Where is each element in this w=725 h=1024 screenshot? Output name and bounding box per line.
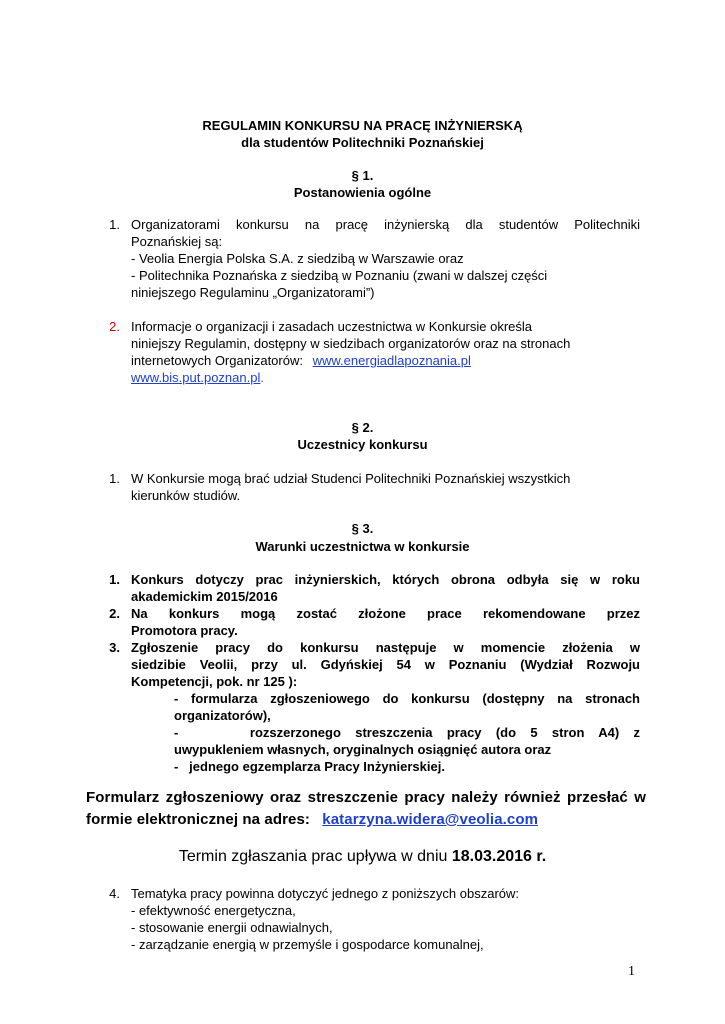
item-line: internetowych Organizatorów: [131, 353, 303, 368]
item-line: - Veolia Energia Polska S.A. z siedzibą w Warszawie oraz [131, 251, 464, 266]
page-number: 1 [628, 964, 635, 979]
item-line: niniejszego Regulaminu „Organizatorami”) [131, 285, 375, 300]
item-line: - efektywność energetyczna, [131, 903, 296, 918]
requirement-line: organizatorów), [174, 708, 271, 723]
item-number: 2. [109, 606, 120, 621]
item-line: - zarządzanie energią w przemyśle i gospodarce komunalnej, [131, 937, 484, 952]
item-line: Promotora pracy. [131, 623, 238, 638]
item-line: Informacje o organizacji i zasadach uczestnictwa w Konkursie określa [131, 319, 533, 334]
contact-email-link[interactable]: katarzyna.widera@veolia.com [322, 811, 539, 828]
item-line: niniejszy Regulamin, dostępny w siedzibach organizatorów oraz na stronach [131, 336, 571, 351]
deadline-date: 18.03.2016 r. [451, 848, 547, 865]
document-subtitle: dla studentów Politechniki Poznańskiej [241, 135, 484, 150]
item-number: 4. [109, 886, 120, 901]
link-suffix: . [260, 370, 264, 385]
item-number: 2. [109, 319, 120, 334]
section-2-number: § 2. [351, 420, 374, 435]
item-line: Poznańskiej są: [131, 234, 223, 249]
section-1-number: § 1. [351, 168, 374, 183]
notice-line: formie elektronicznej na adres: [86, 811, 311, 828]
requirement-line: - formularza zgłoszeniowego do konkursu (dostępny na stronach [174, 691, 640, 706]
item-line: W Konkursie mogą brać udział Studenci Politechniki Poznańskiej wszystkich [131, 471, 571, 486]
item-line: Konkurs dotyczy prac inżynierskich, których obrona odbyła się w roku [131, 572, 640, 587]
item-number: 1. [109, 217, 120, 232]
item-line: akademickim 2015/2016 [131, 589, 278, 604]
document-title: REGULAMIN KONKURSU NA PRACĘ INŻYNIERSKĄ [202, 118, 523, 133]
submission-requirements [174, 690, 640, 775]
item-line: siedzibie Veolii, przy ul. Gdyńskiej 54 w Poznaniu (Wydział Rozwoju [131, 657, 640, 672]
requirement-line: uwypukleniem własnych, oryginalnych osiągnięć autora oraz [174, 742, 552, 757]
item-line: kierunków studiów. [131, 488, 241, 503]
section-3-number: § 3. [351, 521, 374, 536]
submission-deadline [0, 847, 725, 867]
item-number: 1. [109, 471, 120, 486]
item-line: Na konkurs mogą zostać złożone prace rekomendowane przez [131, 606, 640, 621]
item-line: Tematyka pracy powinna dotyczyć jednego z poniższych obszarów: [131, 886, 520, 901]
item-line: Kompetencji, pok. nr 125 ): [131, 674, 298, 689]
section-2-heading: Uczestnicy konkursu [297, 437, 428, 452]
item-line: - Politechnika Poznańska z siedzibą w Poznaniu (zwani w dalszej części [131, 268, 548, 283]
bis-put-link[interactable]: www.bis.put.poznan.pl [131, 370, 261, 385]
item-line: - stosowanie energii odnawialnych, [131, 920, 333, 935]
section-3-heading: Warunki uczestnictwa w konkursie [255, 539, 470, 554]
item-line: Zgłoszenie pracy do konkursu następuje w momencie złożenia w [131, 640, 640, 655]
requirement-line: - rozszerzonego streszczenia pracy (do 5 stron A4) z [174, 725, 640, 740]
item-number: 3. [109, 640, 120, 655]
deadline-text: Termin zgłaszania prac upływa w dniu [178, 848, 448, 865]
requirement-line: - jednego egzemplarza Pracy Inżynierskiej. [174, 759, 445, 774]
item-line: Organizatorami konkursu na pracę inżynierską dla studentów Politechniki [131, 217, 640, 232]
section-1-heading: Postanowienia ogólne [293, 185, 432, 200]
item-number: 1. [109, 572, 120, 587]
electronic-submission-notice [86, 787, 646, 831]
notice-line: Formularz zgłoszeniowy oraz streszczenie pracy należy również przesłać w [86, 789, 646, 806]
energiadlapoznania-link[interactable]: www.energiadlapoznania.pl [312, 353, 471, 368]
